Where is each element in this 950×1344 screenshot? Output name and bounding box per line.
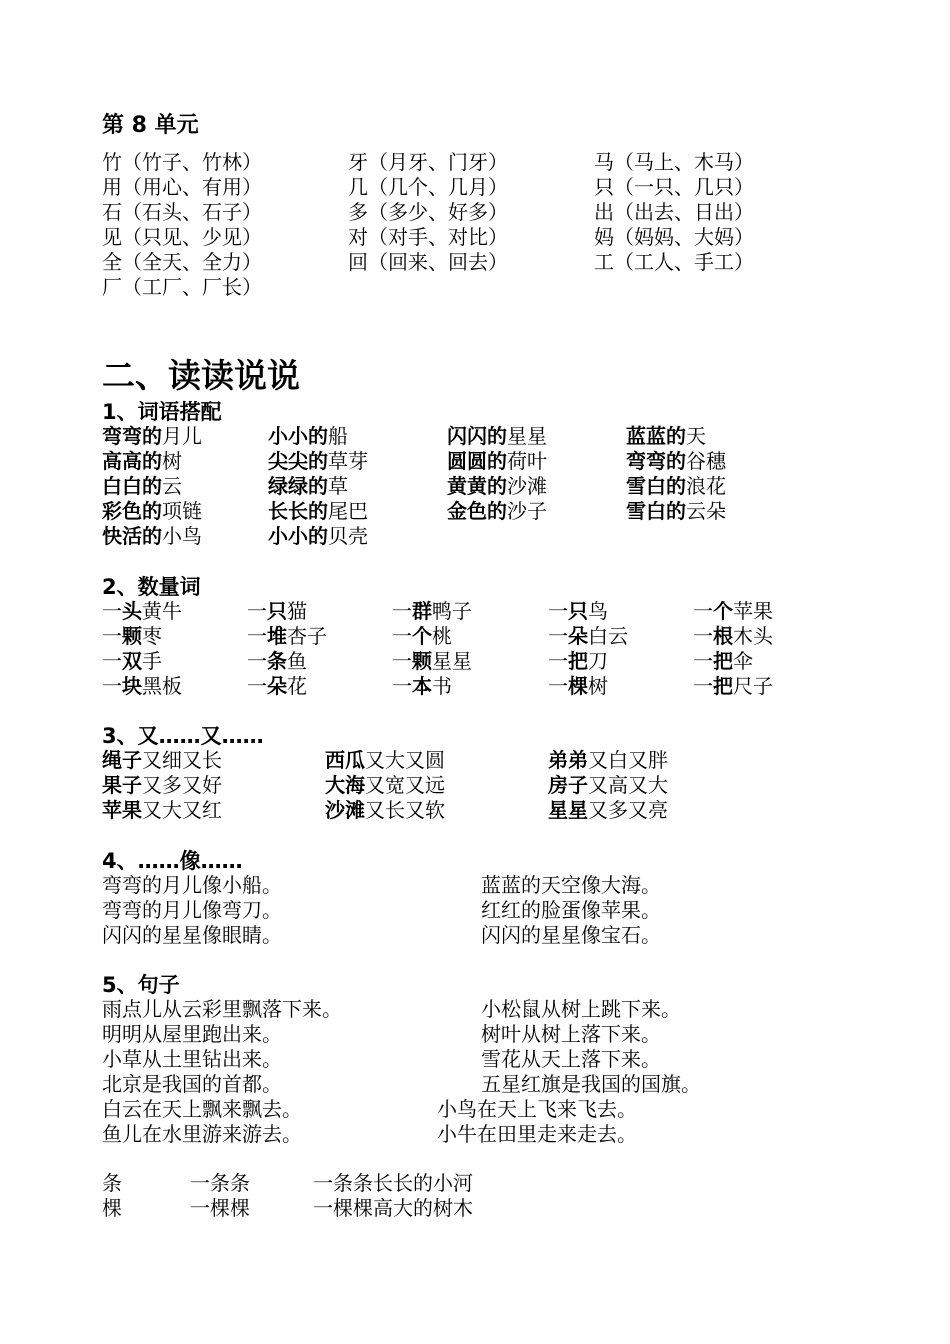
- list-item: 雪白的浪花: [626, 474, 726, 498]
- list-item: 用（用心、有用）: [102, 175, 262, 199]
- list-item: 沙滩又长又软: [325, 798, 445, 822]
- list-item: 工（工人、手工）: [594, 250, 754, 274]
- list-item: 一根木头: [693, 624, 773, 648]
- list-item: 弯弯的月儿像弯刀。: [102, 898, 282, 922]
- list-item: 弯弯的月儿: [102, 424, 202, 448]
- list-item: 弟弟又白又胖: [548, 748, 668, 772]
- list-item: 星星又多又亮: [548, 798, 668, 822]
- list-item: 圆圆的荷叶: [447, 449, 547, 473]
- you-column-2: [325, 748, 445, 823]
- list-item: 一个桃: [392, 624, 452, 648]
- measure-column-1: [102, 599, 182, 699]
- list-item: 出（出去、日出）: [594, 200, 754, 224]
- list-item: 一只鸟: [548, 599, 608, 623]
- list-item: 只（一只、几只）: [594, 175, 754, 199]
- list-item: 一头黄牛: [102, 599, 182, 623]
- list-item: 一棵树: [548, 674, 608, 698]
- list-item: 一本书: [392, 674, 452, 698]
- sentences-heading: 5、句子: [102, 973, 180, 997]
- list-item: 一朵白云: [548, 624, 628, 648]
- sentences-right-b: [437, 1097, 637, 1147]
- list-item: 一朵花: [247, 674, 307, 698]
- you-column-3: [548, 748, 668, 823]
- measure-heading: 2、数量词: [102, 575, 201, 599]
- list-item: 妈（妈妈、大妈）: [594, 225, 754, 249]
- list-item: 弯弯的谷穗: [626, 449, 726, 473]
- list-item: 对（对手、对比）: [348, 225, 508, 249]
- list-item: 全（全天、全力）: [102, 250, 262, 274]
- measure-column-4: [548, 599, 628, 699]
- list-item: 牙（月牙、门牙）: [348, 150, 508, 174]
- unit-column-3: [594, 150, 754, 275]
- collocation-column-3: [447, 424, 547, 524]
- collocation-column-2: [268, 424, 368, 549]
- list-item: 一块黑板: [102, 674, 182, 698]
- xiang-right: [481, 873, 661, 948]
- list-item: 果子又多又好: [102, 773, 222, 797]
- list-item: 快活的小鸟: [102, 524, 202, 548]
- list-item: 明明从屋里跑出来。: [102, 1022, 282, 1046]
- list-item: 一把伞: [693, 649, 753, 673]
- list-item: 一只猫: [247, 599, 307, 623]
- list-item: 多（多少、好多）: [348, 200, 508, 224]
- list-item: 绿绿的草: [268, 474, 348, 498]
- list-item: 北京是我国的首都。: [102, 1072, 282, 1096]
- list-item: 一条条: [190, 1171, 250, 1195]
- list-item: 棵: [102, 1196, 122, 1220]
- list-item: 红红的脸蛋像苹果。: [481, 898, 661, 922]
- expand-col-2: [190, 1171, 250, 1221]
- list-item: 一把刀: [548, 649, 608, 673]
- expand-col-3: [313, 1171, 473, 1221]
- list-item: 西瓜又大又圆: [325, 748, 445, 772]
- you-column-1: [102, 748, 222, 823]
- list-item: 蓝蓝的天空像大海。: [481, 873, 661, 897]
- xiang-heading: 4、……像……: [102, 849, 243, 873]
- list-item: 雨点儿从云彩里飘落下来。: [102, 997, 342, 1021]
- list-item: 一条条长长的小河: [313, 1171, 473, 1195]
- list-item: 一颗星星: [392, 649, 472, 673]
- list-item: 竹（竹子、竹林）: [102, 150, 262, 174]
- list-item: 一颗枣: [102, 624, 162, 648]
- list-item: 一条鱼: [247, 649, 307, 673]
- you-heading: 3、又……又……: [102, 724, 264, 748]
- expand-col-1: [102, 1171, 122, 1221]
- list-item: 黄黄的沙滩: [447, 474, 547, 498]
- list-item: 五星红旗是我国的国旗。: [481, 1072, 701, 1096]
- list-item: 闪闪的星星像宝石。: [481, 923, 661, 947]
- list-item: 一棵棵: [190, 1196, 250, 1220]
- list-item: 一双手: [102, 649, 162, 673]
- list-item: 彩色的项链: [102, 499, 202, 523]
- collocation-column-4: [626, 424, 726, 524]
- unit-title: 第 8 单元: [102, 113, 199, 138]
- list-item: 雪白的云朵: [626, 499, 726, 523]
- list-item: 尖尖的草芽: [268, 449, 368, 473]
- list-item: 雪花从天上落下来。: [481, 1047, 661, 1071]
- sentences-left: [102, 997, 342, 1147]
- unit-column-2: [348, 150, 508, 275]
- list-item: 一群鸭子: [392, 599, 472, 623]
- list-item: 小鸟在天上飞来飞去。: [437, 1097, 637, 1121]
- list-item: 一个苹果: [693, 599, 773, 623]
- list-item: 闪闪的星星: [447, 424, 547, 448]
- list-item: 闪闪的星星像眼睛。: [102, 923, 282, 947]
- list-item: 条: [102, 1171, 122, 1195]
- list-item: 一堆杏子: [247, 624, 327, 648]
- list-item: 白云在天上飘来飘去。: [102, 1097, 302, 1121]
- list-item: 见（只见、少见）: [102, 225, 262, 249]
- list-item: 弯弯的月儿像小船。: [102, 873, 282, 897]
- list-item: 几（几个、几月）: [348, 175, 508, 199]
- list-item: 小牛在田里走来走去。: [437, 1122, 637, 1146]
- list-item: 树叶从树上落下来。: [481, 1022, 661, 1046]
- list-item: 小小的船: [268, 424, 348, 448]
- section-title: 二、读读说说: [102, 356, 300, 395]
- list-item: 白白的云: [102, 474, 182, 498]
- list-item: 一把尺子: [693, 674, 773, 698]
- list-item: 石（石头、石子）: [102, 200, 262, 224]
- measure-column-5: [693, 599, 773, 699]
- list-item: 小松鼠从树上跳下来。: [481, 997, 681, 1021]
- list-item: 马（马上、木马）: [594, 150, 754, 174]
- collocation-column-1: [102, 424, 202, 549]
- list-item: 回（回来、回去）: [348, 250, 508, 274]
- unit-column-1: [102, 150, 262, 300]
- measure-column-2: [247, 599, 327, 699]
- list-item: 一棵棵高大的树木: [313, 1196, 473, 1220]
- list-item: 金色的沙子: [447, 499, 547, 523]
- measure-column-3: [392, 599, 472, 699]
- list-item: 蓝蓝的天: [626, 424, 706, 448]
- list-item: 鱼儿在水里游来游去。: [102, 1122, 302, 1146]
- list-item: 绳子又细又长: [102, 748, 222, 772]
- sentences-right-a: [481, 997, 701, 1097]
- list-item: 厂（工厂、厂长）: [102, 275, 262, 299]
- list-item: 高高的树: [102, 449, 182, 473]
- collocation-heading: 1、词语搭配: [102, 400, 222, 424]
- list-item: 苹果又大又红: [102, 798, 222, 822]
- list-item: 长长的尾巴: [268, 499, 368, 523]
- list-item: 大海又宽又远: [325, 773, 445, 797]
- xiang-left: [102, 873, 282, 948]
- list-item: 房子又高又大: [548, 773, 668, 797]
- list-item: 小草从土里钻出来。: [102, 1047, 282, 1071]
- list-item: 小小的贝壳: [268, 524, 368, 548]
